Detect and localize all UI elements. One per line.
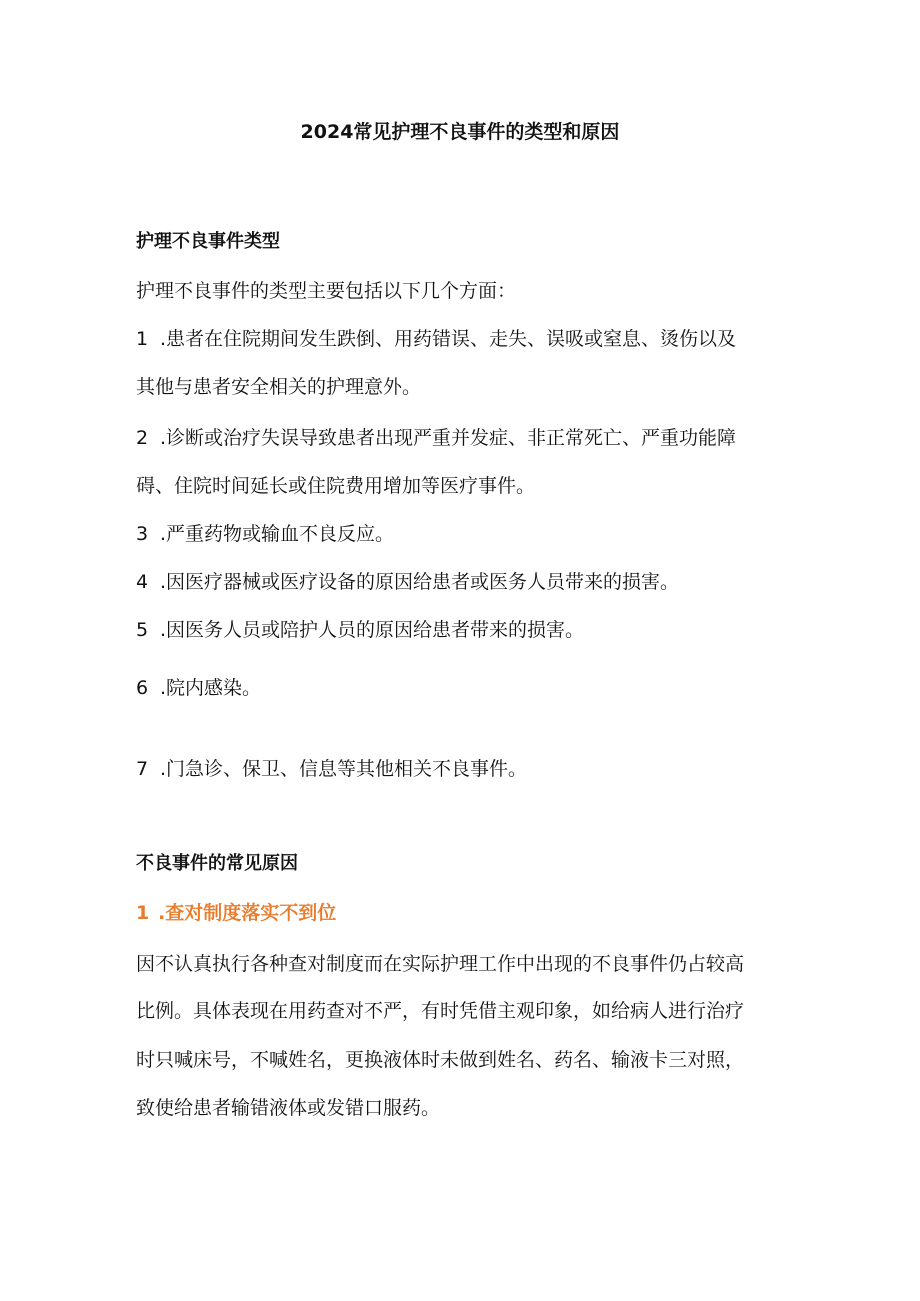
paragraph-line-4: 致使给患者输错液体或发错口服药。 <box>136 1097 441 1119</box>
subsection-title: .查对制度落实不到位 <box>158 902 337 924</box>
list-item-number: 1 <box>136 328 149 350</box>
section-heading-types: 护理不良事件类型 <box>136 231 280 252</box>
list-item-1-continuation: 其他与患者安全相关的护理意外。 <box>136 376 422 398</box>
document-title: 2024常见护理不良事件的类型和原因 <box>300 121 620 143</box>
paragraph-line-2: 比例。具体表现在用药查对不严，有时凭借主观印象，如给病人进行治疗 <box>136 1000 745 1022</box>
subsection-number: 1 <box>136 902 150 924</box>
section-intro: 护理不良事件的类型主要包括以下几个方面： <box>136 280 517 302</box>
subsection-heading-verification <box>136 899 336 927</box>
list-item-7 <box>136 755 527 783</box>
paragraph-line-3: 时只喊床号，不喊姓名，更换液体时未做到姓名、药名、输液卡三对照， <box>136 1049 745 1071</box>
list-item-number: 6 <box>136 677 149 699</box>
list-item-text: .因医疗器械或医疗设备的原因给患者或医务人员带来的损害。 <box>160 571 680 593</box>
list-item-number: 7 <box>136 758 149 780</box>
list-item-number: 3 <box>136 523 149 545</box>
list-item-2-continuation: 碍、住院时间延长或住院费用增加等医疗事件。 <box>136 475 536 497</box>
list-item-5 <box>136 616 584 644</box>
list-item-4 <box>136 568 679 596</box>
list-item-text: .患者在住院期间发生跌倒、用药错误、走失、误吸或窒息、烫伤以及 <box>160 328 737 350</box>
paragraph-line-1: 因不认真执行各种查对制度而在实际护理工作中出现的不良事件仍占较高 <box>136 953 745 975</box>
list-item-1 <box>136 325 736 353</box>
list-item-text: .严重药物或输血不良反应。 <box>160 523 395 545</box>
list-item-number: 4 <box>136 571 149 593</box>
list-item-2 <box>136 424 736 452</box>
list-item-text: .门急诊、保卫、信息等其他相关不良事件。 <box>160 758 528 780</box>
list-item-text: .因医务人员或陪护人员的原因给患者带来的损害。 <box>160 619 585 641</box>
list-item-text: .诊断或治疗失误导致患者出现严重并发症、非正常死亡、严重功能障 <box>160 427 737 449</box>
list-item-number: 2 <box>136 427 149 449</box>
list-item-6 <box>136 674 261 702</box>
list-item-number: 5 <box>136 619 149 641</box>
section-heading-causes: 不良事件的常见原因 <box>136 853 298 874</box>
list-item-text: .院内感染。 <box>160 677 262 699</box>
list-item-3 <box>136 520 394 548</box>
